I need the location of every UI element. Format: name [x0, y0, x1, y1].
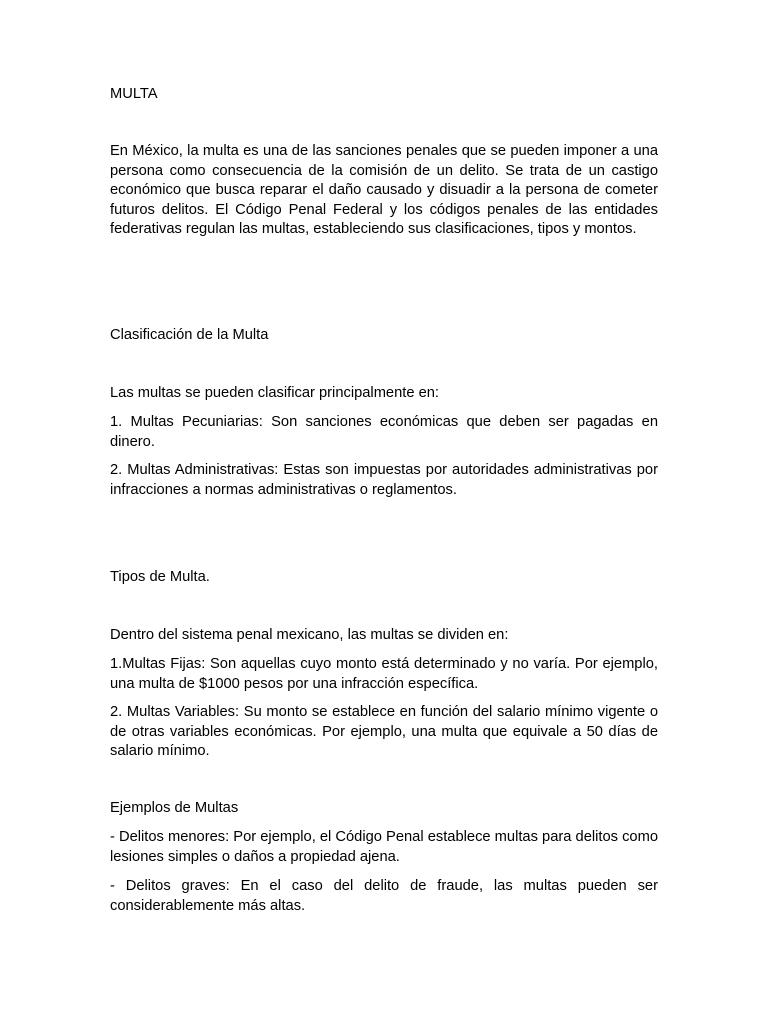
intro-paragraph: En México, la multa es una de las sanciones penales que se pueden imponer a una persona como consecuencia de la comisión de un delito. Se trata de un castigo económico que busca reparar el daño causado y disuadir a la persona de cometer futuros delitos. El Código Penal Federal y los códigos penales de las entidades federativas regulan las multas, estableciendo sus clasificaciones, tipos y montos.	[110, 143, 658, 238]
list-item-multas-variables: 2. Multas Variables: Su monto se establece en función del salario mínimo vigente o de otras variables económicas. Por ejemplo, una multa que equivale a 50 días de salario mínimo.	[110, 704, 658, 760]
list-item-delitos-graves: - Delitos graves: En el caso del delito de fraude, las multas pueden ser considerablemente más altas.	[110, 878, 658, 914]
list-item-multas-fijas: 1.Multas Fijas: Son aquellas cuyo monto está determinado y no varía. Por ejemplo, una multa de $1000 pesos por una infracción específica.	[110, 656, 658, 692]
section-lead-clasificacion: Las multas se pueden clasificar principalmente en:	[110, 385, 440, 401]
document-title: MULTA	[110, 86, 158, 102]
section-lead-tipos: Dentro del sistema penal mexicano, las multas se dividen en:	[110, 627, 509, 643]
section-heading-clasificacion: Clasificación de la Multa	[110, 327, 269, 343]
list-item-multas-administrativas: 2. Multas Administrativas: Estas son impuestas por autoridades administrativas por infracciones a normas administrativas o reglamentos.	[110, 462, 658, 498]
section-heading-ejemplos: Ejemplos de Multas	[110, 800, 239, 816]
list-item-multas-pecuniarias: 1. Multas Pecuniarias: Son sanciones económicas que deben ser pagadas en dinero.	[110, 414, 658, 450]
section-heading-tipos: Tipos de Multa.	[110, 569, 210, 585]
list-item-delitos-menores: - Delitos menores: Por ejemplo, el Código Penal establece multas para delitos como lesiones simples o daños a propiedad ajena.	[110, 829, 658, 865]
